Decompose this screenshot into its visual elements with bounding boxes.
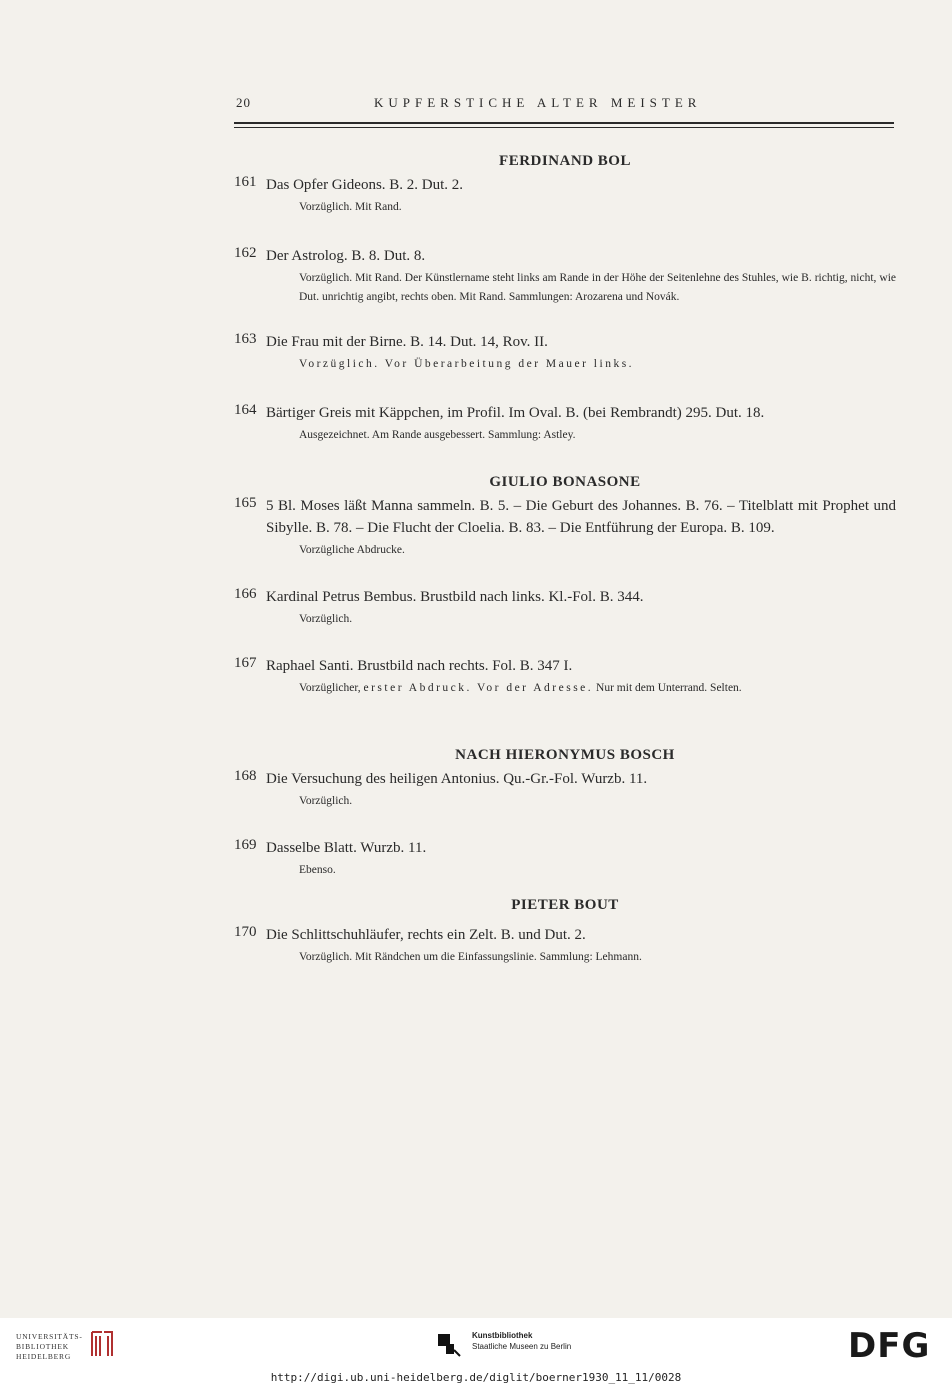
entry-note: Vorzüglich. Mit Rand. xyxy=(299,201,402,213)
kunstbibliothek-label xyxy=(472,1330,571,1352)
catalog-entry-163 xyxy=(234,331,896,374)
artist-heading-bol: FERDINAND BOL xyxy=(499,153,631,169)
entry-note: Ebenso. xyxy=(299,864,336,876)
entry-title: Dasselbe Blatt. Wurzb. 11. xyxy=(266,840,427,856)
entry-number: 169 xyxy=(234,837,257,853)
uni-label-line: HEIDELBERG xyxy=(16,1352,72,1361)
catalog-content xyxy=(234,150,896,967)
entry-number: 166 xyxy=(234,586,257,602)
uni-heidelberg-label xyxy=(16,1332,83,1362)
artist-heading-bout: PIETER BOUT xyxy=(511,897,619,913)
entry-note xyxy=(299,679,896,698)
entry-number: 168 xyxy=(234,768,257,784)
entry-title: Bärtiger Greis mit Käppchen, im Profil. Im Oval. B. (bei Rembrandt) 295. Dut. 18. xyxy=(266,405,765,421)
catalog-entry-167 xyxy=(234,655,896,698)
catalog-entry-169 xyxy=(234,837,896,880)
entry-title: Kardinal Petrus Bembus. Brustbild nach links. Kl.-Fol. B. 344. xyxy=(266,589,644,605)
catalog-entry-162 xyxy=(234,245,896,307)
catalog-entry-164 xyxy=(234,402,896,445)
uni-heidelberg-logo-icon xyxy=(88,1328,114,1360)
catalog-entry-168 xyxy=(234,768,896,811)
uni-label-line: BIBLIOTHEK xyxy=(16,1342,69,1351)
kunstbibliothek-logo-icon xyxy=(436,1332,462,1358)
kb-label-line: Staatliche Museen zu Berlin xyxy=(472,1342,572,1351)
entry-note-part: Nur mit dem Unterrand. Selten. xyxy=(596,682,742,694)
catalog-entry-161 xyxy=(234,174,896,217)
entry-title: Raphael Santi. Brustbild nach rechts. Fol. B. 347 I. xyxy=(266,658,573,674)
running-head xyxy=(236,95,894,115)
header-rule-thick xyxy=(234,122,894,124)
dfg-logo: DFG xyxy=(848,1326,931,1366)
entry-title: Die Versuchung des heiligen Antonius. Qu.-Gr.-Fol. Wurzb. 11. xyxy=(266,771,648,787)
entry-note-part: Vorzüglicher, xyxy=(299,682,361,694)
entry-note: Vorzüglich. xyxy=(299,613,353,625)
entry-number: 163 xyxy=(234,331,257,347)
page-number: 20 xyxy=(236,95,251,110)
entry-number: 161 xyxy=(234,174,257,190)
entry-title: 5 Bl. Moses läßt Manna sammeln. B. 5. – Die Geburt des Johannes. B. 76. – Titelblatt mit Prophet und Sibylle. B. 78. – Die Flucht der Cloelia. B. 83. – Die Entführung der Europa. B. 109. xyxy=(266,498,896,536)
catalog-entry-166 xyxy=(234,586,896,629)
running-title: KUPFERSTICHE ALTER MEISTER xyxy=(374,95,702,110)
entry-note: Vorzüglich. Vor Überarbeitung der Mauer links. xyxy=(299,358,635,370)
entry-title: Der Astrolog. B. 8. Dut. 8. xyxy=(266,248,426,264)
catalog-entry-170 xyxy=(234,924,896,967)
header-rule-thin xyxy=(234,127,894,128)
kb-label-line: Kunstbibliothek xyxy=(472,1331,533,1340)
source-url[interactable]: http://digi.ub.uni-heidelberg.de/diglit/boerner1930_11_11/0028 xyxy=(270,1371,682,1384)
catalog-entry-165 xyxy=(234,495,896,560)
entry-number: 164 xyxy=(234,402,257,418)
viewer-footer xyxy=(0,1318,952,1385)
entry-note: Ausgezeichnet. Am Rande ausgebessert. Sammlung: Astley. xyxy=(299,429,576,441)
entry-number: 165 xyxy=(234,495,257,511)
artist-heading-bonasone: GIULIO BONASONE xyxy=(489,474,641,490)
entry-title: Das Opfer Gideons. B. 2. Dut. 2. xyxy=(266,177,464,193)
entry-note-part-spaced: erster Abdruck. Vor der Adresse. xyxy=(363,682,594,694)
entry-title: Die Frau mit der Birne. B. 14. Dut. 14, Rov. II. xyxy=(266,334,548,350)
entry-title: Die Schlittschuhläufer, rechts ein Zelt. B. und Dut. 2. xyxy=(266,927,586,943)
entry-note: Vorzügliche Abdrucke. xyxy=(299,544,405,556)
uni-label-line: UNIVERSITÄTS- xyxy=(16,1332,83,1341)
entry-note: Vorzüglich. xyxy=(299,795,353,807)
artist-heading-bosch: NACH HIERONYMUS BOSCH xyxy=(455,747,675,763)
entry-note: Vorzüglich. Mit Rand. Der Künstlername steht links am Rande in der Höhe der Seitenlehne des Stuhles, wie B. richtig, nicht, wie Dut. unrichtig angibt, rechts oben. Mit Rand. Sammlungen: Arozarena und Novák. xyxy=(299,272,896,303)
entry-number: 162 xyxy=(234,245,257,261)
entry-note: Vorzüglich. Mit Rändchen um die Einfassungslinie. Sammlung: Lehmann. xyxy=(299,951,642,963)
entry-number: 167 xyxy=(234,655,257,671)
entry-number: 170 xyxy=(234,924,257,940)
